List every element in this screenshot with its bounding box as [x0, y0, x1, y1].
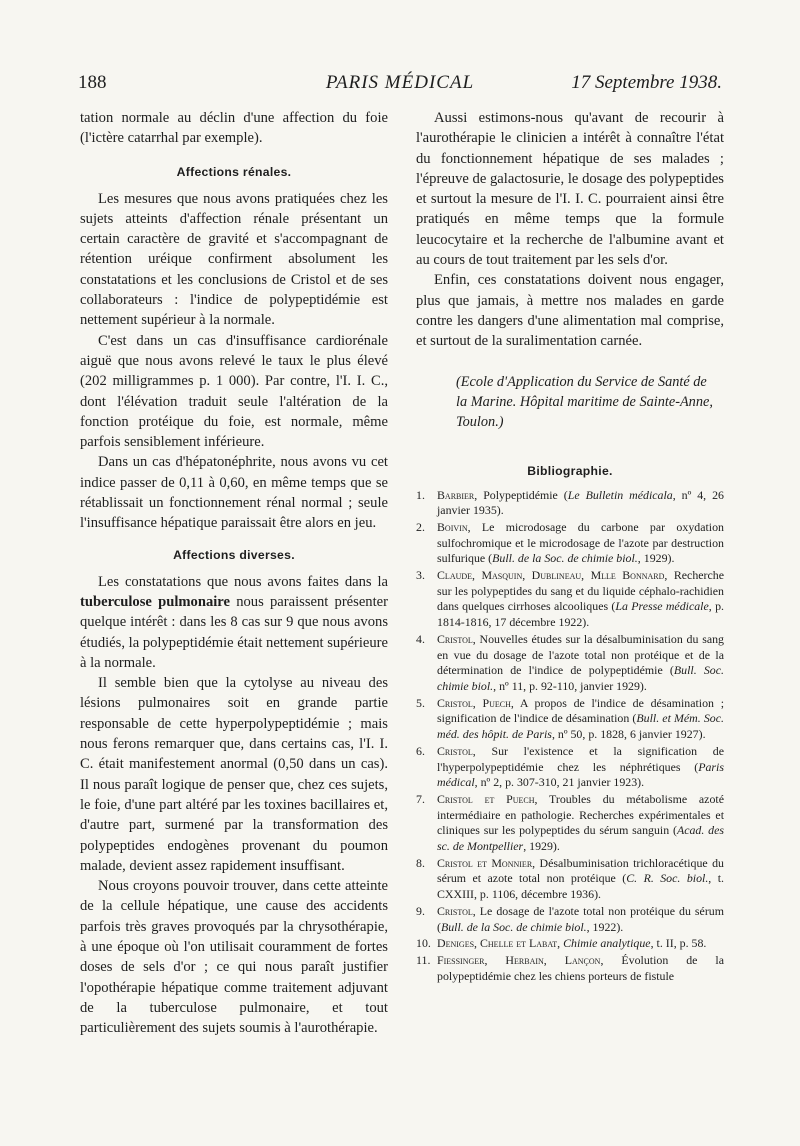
entry-text: , Nouvelles études sur la désalbuminisation du sang en vue du dosage de l'azote total non protéique et de la détermination de l'indice de polypeptidémie (: [437, 631, 724, 678]
bibliography-entry: [416, 632, 724, 695]
entry-text: , Désalbuminisation trichloracétique du sérum et azote total non protéique (: [437, 855, 724, 886]
entry-number: 11.: [416, 952, 431, 967]
entry-authors: Cristol: [437, 903, 473, 918]
entry-number: 9.: [416, 903, 425, 918]
bibliography-entry: [416, 488, 724, 519]
entry-source: Acad. des sc. de Montpellier: [437, 823, 724, 854]
paragraph-diverses-1: [80, 572, 388, 673]
entry-text: , A propos de l'indice de désamination ; signification de l'indice de désamination (: [437, 695, 725, 726]
section-heading-renales: Affections rénales.: [176, 164, 292, 179]
entry-source: C. R. Soc. biol.: [626, 871, 709, 886]
entry-text: , Troubles du métabolisme azoté intermédiaire en pathologie. Recherches expérimentales et cliniques sur les polypeptides du sérum sanguin (: [437, 791, 724, 838]
entry-number: 8.: [416, 855, 425, 870]
entry-text: , Recherche sur les polypeptides du sang et du liquide céphalo-rachidien dans quelques cirrhoses alcooliques (: [437, 568, 724, 614]
right-column: [416, 108, 724, 985]
entry-text: , Polypeptidémie (: [474, 487, 568, 502]
entry-text: ,: [557, 936, 564, 951]
entry-authors: Cristol: [437, 631, 473, 646]
term-tuberculose: tuberculose pulmonaire: [80, 593, 230, 610]
entry-source: Paris médical: [437, 759, 724, 790]
bibliography-entry: [416, 856, 724, 903]
bibliography-entry: [416, 792, 724, 855]
paragraph-diverses-3: Nous croyons pouvoir trouver, dans cette atteinte de la cellule hépatique, une cause des accidents parfois très graves provoqués par la chrysothérapie, à une époque où l'on utilisait couramment de fortes doses de sels d'or ; ce qui nous paraît justifier l'opothérapie hépatique comme traitement adjuvant de la tuberculose pulmonaire, et tout particulièrement des sujets soumis à l'aurothérapie.: [80, 878, 388, 1037]
section-heading-bibliographie: Bibliographie.: [527, 463, 613, 478]
bibliography-entry: [416, 936, 724, 952]
section-heading-diverses: Affections diverses.: [173, 547, 295, 562]
paragraph-diverses-1-a: Les constatations que nous avons faites dans la: [98, 573, 388, 590]
entry-authors: Barbier: [437, 487, 475, 502]
entry-tail: , nº 11, p. 92-110, janvier 1929).: [493, 679, 647, 693]
bibliography-entry: [416, 904, 724, 935]
entry-authors: Cristol: [437, 743, 473, 758]
entry-authors: Fiessinger, Herbain, Lançon: [437, 952, 601, 967]
entry-tail: , 1929).: [523, 839, 560, 854]
entry-text: , Le dosage de l'azote total non protéique du sérum (: [437, 903, 724, 934]
entry-tail: , t. II, p. 58.: [650, 936, 707, 951]
entry-authors: Boivin: [437, 519, 468, 534]
entry-authors: Cristol et Puech: [437, 791, 535, 806]
paragraph-diverses-1-b: nous paraissent présenter quelque intérêt : dans les 8 cas sur 9 que nous avons étudiés, la polypeptidémie était nettement supérieure à la normale.: [80, 593, 389, 671]
paragraph-right-2: Enfin, ces constatations doivent nous engager, plus que jamais, à mettre nos malades en garde contre les dangers d'une alimentation mal comprise, et surtout de la suralimentation carnée.: [416, 272, 724, 350]
entry-authors: Cristol, Puech: [437, 695, 511, 710]
entry-source: Le Bulletin médicala: [567, 487, 673, 502]
entry-authors: Claude, Masquin, Dublineau, Mlle Bonnard: [437, 568, 665, 583]
entry-number: 1.: [416, 487, 425, 502]
entry-source: Bull. et Mém. Soc. méd. des hôpit. de Paris: [437, 711, 724, 742]
bibliography-entry: [416, 520, 724, 567]
running-header: [78, 72, 722, 102]
entry-number: 5.: [416, 695, 425, 710]
entry-number: 3.: [416, 568, 425, 583]
entry-number: 7.: [416, 791, 425, 806]
entry-tail: , nº 50, p. 1828, 6 janvier 1927).: [551, 727, 706, 742]
entry-tail: , nº 2, p. 307-310, 21 janvier 1923).: [474, 775, 645, 790]
bibliography-entry: [416, 568, 724, 631]
entry-text: , Le microdosage du carbone par oxydation sulfochromique et le microdosage de l'azote par destruction sulfurique (: [437, 519, 724, 566]
entry-tail: , nº 4, 26 janvier 1935).: [437, 487, 724, 518]
entry-authors: Deniges, Chelle et Labat: [437, 936, 558, 951]
paragraph-diverses-2: Il semble bien que la cytolyse au niveau des lésions pulmonaires soit en grande partie responsable de cette hyperpolypeptidémie ; mais nous ferons remarquer que, dans certains cas, l'I. I. C. était manifestement anormal (0,50 dans un cas). Il nous paraît logique de penser que, chez ces sujets, le foie, d'une part altéré par les toxines bacillaires et, d'autre part, surmené par la transformation des polypeptides endogènes provenant du poumon malade, devient assez rapidement insuffisant.: [80, 675, 388, 874]
bibliography-entry: [416, 696, 724, 743]
page-number: 188: [78, 72, 107, 93]
paragraph-right-1: Aussi estimons-nous qu'avant de recourir à l'aurothérapie le clinicien a intérêt à connaître l'état du fonctionnement hépatique de ses malades ; l'épreuve de galactosurie, le dosage des polypeptides et surtout la mesure de l'I. I. C. pourraient ainsi être pratiqués en même temps que la formule leucocytaire et la recherche de l'albumine avant et au cours de tout traitement par les sels d'or.: [416, 110, 724, 269]
entry-tail: , 1922).: [586, 919, 624, 934]
entry-source: Bull. de la Soc. de chimie biol.: [492, 551, 638, 566]
paragraph-renales-3: Dans un cas d'hépatonéphrite, nous avons vu cet indice passer de 0,11 à 0,60, en même temps que se rétablissait un fonctionnement rénal normal ; seule l'insuffisance hépatique paraissait être alors en jeu.: [80, 454, 388, 532]
entry-text: , Évolution de la polypeptidémie chez les chiens porteurs de fistule: [437, 952, 724, 983]
entry-number: 2.: [416, 519, 425, 534]
bibliography-entry: [416, 744, 724, 791]
journal-title: PARIS MÉDICAL: [325, 72, 475, 93]
entry-tail: , 1929).: [637, 551, 675, 566]
entry-number: 6.: [416, 743, 425, 758]
bibliography-list: [416, 488, 724, 985]
bibliography-entry: [416, 953, 724, 984]
left-column: [80, 108, 388, 1038]
entry-source: Bull. de la Soc. de chimie biol.: [440, 919, 587, 934]
entry-tail: , p. 1814-1816, 17 décembre 1922).: [437, 599, 724, 630]
paragraph-renales-1: Les mesures que nous avons pratiquées chez les sujets atteints d'affection rénale présentant un certain caractère de gravité et s'accompagnant de rétention uréique confirment absolument les constatations et les conclusions de Cristol et de ses collaborateurs : l'indice de polypeptidémie est nettement supérieur à la normale.: [80, 190, 388, 329]
entry-source: Bull. Soc. chimie biol.: [437, 663, 724, 693]
paragraph-renales-2: C'est dans un cas d'insuffisance cardiorénale aiguë que nous avons relevé le taux le plus élevé (202 milligrammes p. 1 000). Par contre, l'I. I. C., dont l'élévation traduit seule l'altération de la fonction protéique du foie, est normale, même parfois sensiblement inférieure.: [80, 332, 388, 451]
entry-tail: , t. CXXIII, p. 1106, décembre 1936).: [437, 871, 724, 902]
entry-source: Chimie analytique: [563, 936, 651, 951]
entry-authors: Cristol et Monnier: [437, 855, 533, 870]
entry-number: 10.: [416, 936, 431, 951]
entry-source: La Presse médicale: [615, 599, 709, 614]
issue-date: 17 Septembre 1938.: [571, 72, 722, 93]
affiliation-signature: (Ecole d'Application du Service de Santé de la Marine. Hôpital maritime de Sainte-Anne, Toulon.): [456, 373, 713, 430]
entry-text: , Sur l'existence et la signification de l'hyperpolypeptidémie chez les néphrétiques (: [437, 743, 724, 774]
entry-number: 4.: [416, 631, 425, 646]
paragraph-intro: tation normale au déclin d'une affection du foie (l'ictère catarrhal par exemple).: [80, 110, 388, 147]
